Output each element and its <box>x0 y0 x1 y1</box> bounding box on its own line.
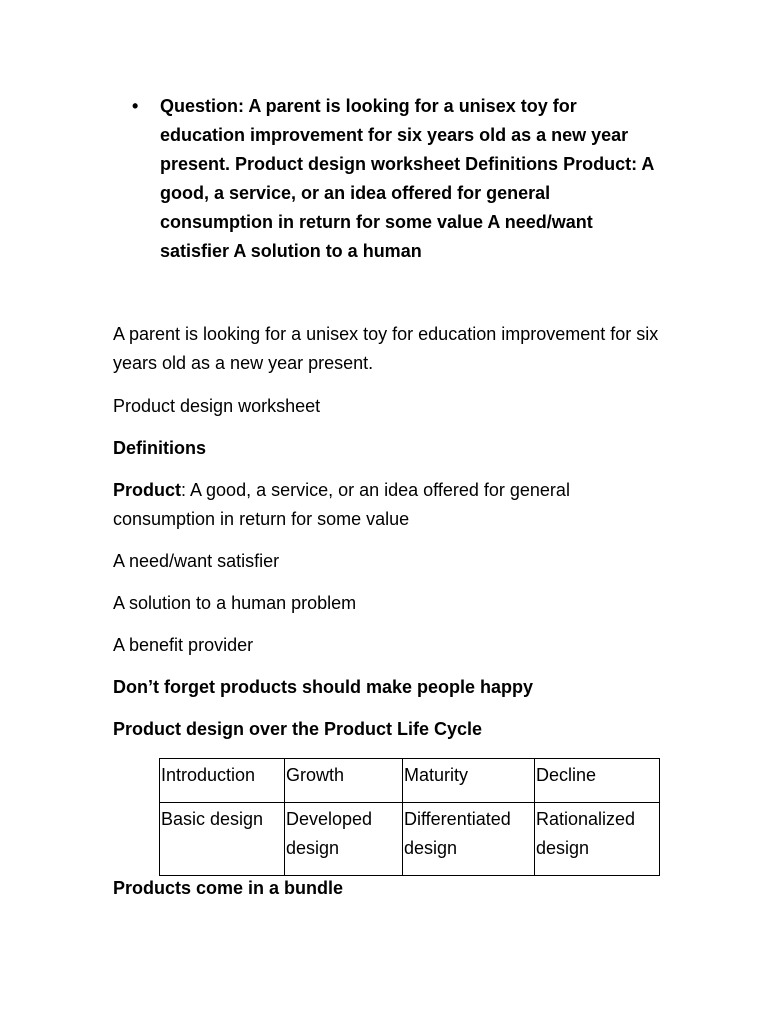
table-cell-growth: Growth <box>285 759 403 803</box>
bundle-heading: Products come in a bundle <box>113 878 344 898</box>
worksheet-title: Product design worksheet <box>113 396 321 416</box>
solution-line: A solution to a human problem <box>113 593 357 613</box>
need-want-line: A need/want satisfier <box>113 551 280 571</box>
intro-paragraph: A parent is looking for a unisex toy for education improvement for six years old as a new year present. <box>113 324 659 373</box>
happy-note: Don’t forget products should make people happy <box>113 677 534 697</box>
table-cell-introduction: Introduction <box>160 759 285 803</box>
table-header-row <box>160 759 660 803</box>
question-text: Question: A parent is looking for a unisex toy for education improvement for six years old as a new year present. Product design worksheet Definitions Product: A good, a service, or an idea offered for general consumption in return for some value A need/want satisfier A solution to a human <box>160 96 654 261</box>
definitions-heading: Definitions <box>113 438 206 458</box>
table-cell-rationalized-design: Rationalized design <box>535 803 660 876</box>
table-cell-maturity: Maturity <box>403 759 535 803</box>
table-cell-decline: Decline <box>535 759 660 803</box>
product-definition-paragraph <box>113 476 673 534</box>
bullet-marker: • <box>132 96 139 116</box>
table-cell-differentiated-design: Differentiated design <box>403 803 535 876</box>
product-term: Product <box>113 480 182 500</box>
table-cell-basic-design: Basic design <box>160 803 285 876</box>
table-cell-developed-design: Developed design <box>285 803 403 876</box>
question-bullet <box>130 92 670 266</box>
lifecycle-table <box>159 758 660 876</box>
product-definition: : A good, a service, or an idea offered for general consumption in return for some value <box>113 480 570 529</box>
table-row <box>160 803 660 876</box>
benefit-line: A benefit provider <box>113 635 254 655</box>
lifecycle-heading: Product design over the Product Life Cycle <box>113 719 483 739</box>
